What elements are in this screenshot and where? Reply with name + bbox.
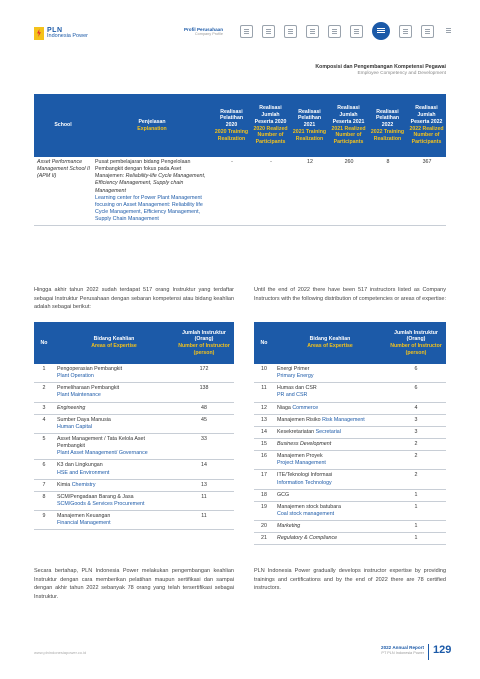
instructor-count: 6 xyxy=(386,383,446,402)
table-row xyxy=(254,402,446,414)
closing-paragraph-en: PLN Indonesia Power gradually develops instructor expertise by providing trainings and certifications and by the end of 2022 there are 78 certified instructors. xyxy=(254,568,446,592)
header-training-2021: Realisasi Pelatihan 2021 2021 Training Realization xyxy=(290,94,329,157)
header-area: Bidang Keahlian Areas of Expertise xyxy=(274,322,386,364)
finance-icon[interactable] xyxy=(443,25,456,38)
instructor-count: 1 xyxy=(386,521,446,533)
area-of-expertise: K3 dan Lingkungan HSE and Environment xyxy=(54,460,174,479)
table-row xyxy=(34,491,234,510)
report-icon[interactable] xyxy=(262,25,275,38)
instructor-count: 11 xyxy=(174,511,234,530)
section-title: Komposisi dan Pengembangan Kompetensi Pegawai xyxy=(315,64,446,70)
instructor-count: 1 xyxy=(386,501,446,520)
table-header-row xyxy=(34,322,234,364)
school-explanation: Pusat pembelajaran bidang Pengelolaan Pembangkit dengan fokus pada Aset Manajemen: Reliability-life Cycle Management, Efficiency Management, Supply chain Management Learning center for Power Plant Management focusing on Asset Management: Reliability life Cycle Management, Efficiency Management, Supply Chain Management xyxy=(92,157,212,226)
row-number: 1 xyxy=(34,364,54,383)
row-number: 10 xyxy=(254,364,274,383)
area-of-expertise: GCG xyxy=(274,489,386,501)
table-row xyxy=(34,511,234,530)
instructor-count: 48 xyxy=(174,402,234,414)
instructor-count: 11 xyxy=(174,491,234,510)
table-row xyxy=(254,451,446,470)
leaf-icon[interactable] xyxy=(421,25,434,38)
table-row xyxy=(34,479,234,491)
table-row xyxy=(254,383,446,402)
chapter-subtitle: Company Profile xyxy=(194,32,223,37)
header-participants-2022: Realisasi Jumlah Peserta 2022 2022 Realized Number of Participants xyxy=(407,94,446,157)
document-icon[interactable] xyxy=(240,25,253,38)
value-training-2021: 12 xyxy=(290,157,329,226)
header-school: School xyxy=(34,94,92,157)
table-row xyxy=(254,426,446,438)
row-number: 9 xyxy=(34,511,54,530)
table-row xyxy=(34,157,446,226)
header-participants-2020: Realisasi Jumlah Peserta 2020 2020 Realized Number of Participants xyxy=(251,94,290,157)
table-row xyxy=(254,470,446,489)
training-realization-table xyxy=(34,94,446,226)
closing-paragraph-id: Secara bertahap, PLN Indonesia Power melakukan pengembangan keahlian Instruktur dengan cara memberikan pelatihan maupun sertifikasi dan sampai dengan akhir tahun 2022 sebanyak 78 orang yang telah tersertifikasi sebagai Instruktur. xyxy=(34,568,234,600)
table-row xyxy=(254,364,446,383)
header-no: No xyxy=(34,322,54,364)
area-of-expertise: Pengoperasian Pembangkit Plant Operation xyxy=(54,364,174,383)
row-number: 20 xyxy=(254,521,274,533)
table-row xyxy=(254,414,446,426)
area-of-expertise: SCM/Pengadaan Barang & Jasa SCM/Goods & Services Procurement xyxy=(54,491,174,510)
page-number: 129 xyxy=(433,644,452,656)
header-training-2020: Realisasi Pelatihan 2020 2020 Training Realization xyxy=(212,94,251,157)
area-of-expertise: Pemeliharaan Pembangkit Plant Maintenance xyxy=(54,383,174,402)
row-number: 15 xyxy=(254,438,274,450)
area-of-expertise: Sumber Daya Manusia Human Capital xyxy=(54,414,174,433)
instructor-count: 4 xyxy=(386,402,446,414)
instructor-count: 13 xyxy=(174,479,234,491)
row-number: 5 xyxy=(34,433,54,459)
school-name: Asset Performance Management School II (APM II) xyxy=(34,157,92,226)
header-training-2022: Realisasi Pelatihan 2022 2022 Training Realization xyxy=(368,94,407,157)
header-no: No xyxy=(254,322,274,364)
header-participants-2021: Realisasi Jumlah Peserta 2021 2021 Realized Number of Participants xyxy=(329,94,368,157)
area-of-expertise: Manajemen stock batubara Coal stock management xyxy=(274,501,386,520)
row-number: 14 xyxy=(254,426,274,438)
chapter-link-company-profile[interactable] xyxy=(180,27,223,37)
chart-icon[interactable] xyxy=(306,25,319,38)
instructor-count: 2 xyxy=(386,438,446,450)
page-header xyxy=(0,0,480,50)
footer-report-label: 2022 Annual Report PT PLN Indonesia Power xyxy=(381,645,424,655)
area-of-expertise: Energi Primer Primary Energy xyxy=(274,364,386,383)
value-participants-2020: - xyxy=(251,157,290,226)
area-of-expertise: ITE/Teknologi Informasi Information Technology xyxy=(274,470,386,489)
area-of-expertise: Kimia Chemistry xyxy=(54,479,174,491)
row-number: 19 xyxy=(254,501,274,520)
row-number: 21 xyxy=(254,533,274,545)
footer-divider xyxy=(428,644,429,660)
table-row xyxy=(254,501,446,520)
area-of-expertise: Niaga Commerce xyxy=(274,402,386,414)
header-explanation: Penjelasan Explanation xyxy=(92,94,212,157)
instructor-count: 3 xyxy=(386,414,446,426)
header-area: Bidang Keahlian Areas of Expertise xyxy=(54,322,174,364)
row-number: 17 xyxy=(254,470,274,489)
area-of-expertise: Manajemen Keuangan Financial Management xyxy=(54,511,174,530)
footer-url[interactable]: www.plnindonesiapower.co.id xyxy=(34,650,87,655)
table-row xyxy=(34,460,234,479)
table-row xyxy=(34,364,234,383)
instructor-count: 14 xyxy=(174,460,234,479)
shield-icon[interactable] xyxy=(350,25,363,38)
instructor-count: 2 xyxy=(386,451,446,470)
table-row xyxy=(254,521,446,533)
row-number: 6 xyxy=(34,460,54,479)
gear-icon[interactable] xyxy=(328,25,341,38)
row-number: 13 xyxy=(254,414,274,426)
instructor-count: 172 xyxy=(174,364,234,383)
table-row xyxy=(34,433,234,459)
logo-pln-text: PLN xyxy=(47,27,63,35)
area-of-expertise: Regulatory & Compliance xyxy=(274,533,386,545)
logo-sub-text: Indonesia Power xyxy=(47,33,88,40)
row-number: 7 xyxy=(34,479,54,491)
value-training-2022: 8 xyxy=(368,157,407,226)
row-number: 12 xyxy=(254,402,274,414)
header-count: Jumlah Instruktur (Orang) Number of Instructor (person) xyxy=(386,322,446,364)
table-header-row xyxy=(254,322,446,364)
tower-icon[interactable] xyxy=(284,25,297,38)
row-number: 4 xyxy=(34,414,54,433)
row-number: 2 xyxy=(34,383,54,402)
company-logo[interactable] xyxy=(34,27,88,40)
instructor-count: 33 xyxy=(174,433,234,459)
area-of-expertise: Kesekretariatan Secretarial xyxy=(274,426,386,438)
chapter-title: Profil Perusahaan xyxy=(183,27,223,32)
area-of-expertise: Marketing xyxy=(274,521,386,533)
table-row xyxy=(34,402,234,414)
instructor-count: 3 xyxy=(386,426,446,438)
instructor-count: 138 xyxy=(174,383,234,402)
area-of-expertise: Asset Management / Tata Kelola Aset Pembangkit Plant Asset Management/ Governance xyxy=(54,433,174,459)
instructor-table-left-body xyxy=(34,364,234,530)
instructor-table-left xyxy=(34,322,234,530)
instructor-count: 1 xyxy=(386,533,446,545)
value-participants-2022: 367 xyxy=(407,157,446,226)
table-row xyxy=(254,438,446,450)
area-of-expertise: Manajemen Proyek Project Management xyxy=(274,451,386,470)
instructor-count: 1 xyxy=(386,489,446,501)
table-row xyxy=(34,383,234,402)
intro-paragraph-id: Hingga akhir tahun 2022 sudah terdapat 517 orang Instruktur yang terdaftar sebagai Instruktur Perusahaan dengan sebaran kompetensi atau bidang keahlian adalah sebagai berikut: xyxy=(34,287,234,311)
row-number: 18 xyxy=(254,489,274,501)
chapter-nav xyxy=(240,25,465,40)
table-row xyxy=(34,414,234,433)
value-participants-2021: 260 xyxy=(329,157,368,226)
pln-logo-icon xyxy=(34,27,44,40)
section-subtitle: Employee Competency and Development xyxy=(357,70,446,76)
value-training-2020: - xyxy=(212,157,251,226)
area-of-expertise: Humas dan CSR PR and CSR xyxy=(274,383,386,402)
table-row xyxy=(254,489,446,501)
instructor-count: 2 xyxy=(386,470,446,489)
intro-paragraph-en: Until the end of 2022 there have been 517 instructors listed as Company Instructors with the following distribution of competencies or areas of expertise: xyxy=(254,287,446,302)
instructor-table-right xyxy=(254,322,446,545)
instructor-table-right-body xyxy=(254,364,446,545)
instructor-count: 6 xyxy=(386,364,446,383)
area-of-expertise: Engineering xyxy=(54,402,174,414)
row-number: 8 xyxy=(34,491,54,510)
people-icon[interactable] xyxy=(399,25,412,38)
table-header-row xyxy=(34,94,446,157)
instructor-count: 45 xyxy=(174,414,234,433)
area-of-expertise: Manajemen Risiko Risk Management xyxy=(274,414,386,426)
row-number: 16 xyxy=(254,451,274,470)
area-of-expertise: Business Development xyxy=(274,438,386,450)
company-profile-icon[interactable] xyxy=(372,22,390,40)
table-row xyxy=(254,533,446,545)
row-number: 3 xyxy=(34,402,54,414)
header-count: Jumlah Instruktur (Orang) Number of Instructor (person) xyxy=(174,322,234,364)
section-heading xyxy=(315,64,446,76)
row-number: 11 xyxy=(254,383,274,402)
